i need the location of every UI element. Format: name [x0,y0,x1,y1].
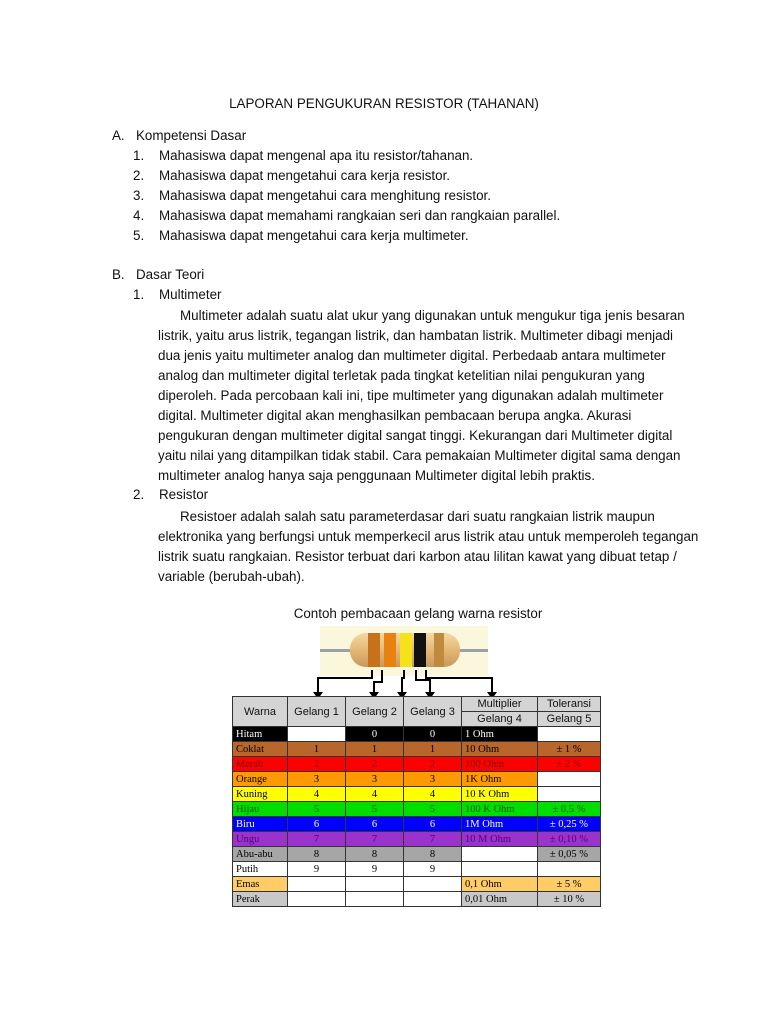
paragraph-line: elektronika yang berfungsi untuk memperkecil arus listrik atau untuk memperoleh tegangan [158,529,699,544]
paragraph-line: variable (berubah-ubah). [158,569,305,584]
header-gelang-4: Gelang 4 [462,712,538,727]
gelang-2-cell: 3 [346,772,404,787]
list-number: 1. [133,287,145,302]
color-name-cell: Abu-abu [233,847,288,862]
multiplier-cell: 10 K Ohm [462,787,538,802]
color-name-cell: Coklat [233,742,288,757]
gelang-3-cell: 0 [404,727,462,742]
list-text: Mahasiswa dapat mengenal apa itu resistor/tahanan. [159,148,474,163]
paragraph-line: Resistoer adalah salah satu parameterdasar dari suatu rangkaian listrik maupun [180,509,655,524]
table-row [233,727,601,742]
multiplier-cell: 10 M Ohm [462,832,538,847]
list-number: 2. [133,168,145,183]
gelang-3-cell [404,877,462,892]
multiplier-cell: 1M Ohm [462,817,538,832]
gelang-2-cell: 9 [346,862,404,877]
table-row [233,817,601,832]
color-name-cell: Emas [233,877,288,892]
header-multiplier: Multiplier [462,697,538,712]
color-band-4 [414,633,426,667]
gelang-2-cell: 1 [346,742,404,757]
paragraph-line: pengukuran dengan multimeter digital sangat tinggi. Kekurangan dari Multimeter digital [158,428,673,443]
gelang-3-cell: 4 [404,787,462,802]
resistor-color-code-table [232,696,601,907]
list-number: 4. [133,208,145,223]
header-gelang-1: Gelang 1 [288,697,346,727]
list-number: 3. [133,188,145,203]
figure-caption: Contoh pembacaan gelang warna resistor [293,606,543,621]
table-row [233,832,601,847]
section-a-title: Kompetensi Dasar [136,128,247,143]
gelang-3-cell: 5 [404,802,462,817]
list-number: 2. [133,487,145,502]
gelang-3-cell: 1 [404,742,462,757]
paragraph-line: digital. Multimeter digital akan menghasilkan pembacaan berupa angka. Akurasi [158,408,632,423]
paragraph-line: listrik suatu rangkaian. Resistor terbuat dari karbon atau lilitan kawat yang dibuat tetap / [158,549,677,564]
gelang-1-cell [288,727,346,742]
gelang-2-cell: 0 [346,727,404,742]
multiplier-cell: 0,1 Ohm [462,877,538,892]
gelang-2-cell: 7 [346,832,404,847]
resistor-lead-right [458,649,488,652]
table-row [233,787,601,802]
color-name-cell: Biru [233,817,288,832]
gelang-1-cell: 6 [288,817,346,832]
table-row [233,847,601,862]
color-name-cell: Hitam [233,727,288,742]
color-name-cell: Kuning [233,787,288,802]
toleransi-cell: ± 0,25 % [538,817,601,832]
multiplier-cell [462,847,538,862]
section-b-label: B. [112,267,125,282]
multiplier-cell: 100 Ohm [462,757,538,772]
toleransi-cell [538,862,601,877]
list-number: 5. [133,228,145,243]
multiplier-cell: 1 Ohm [462,727,538,742]
document-title: LAPORAN PENGUKURAN RESISTOR (TAHANAN) [229,96,539,111]
gelang-3-cell: 8 [404,847,462,862]
toleransi-cell: ± 10 % [538,892,601,907]
table-row [233,757,601,772]
toleransi-cell [538,727,601,742]
gelang-3-cell: 7 [404,832,462,847]
toleransi-cell: ± 0,05 % [538,847,601,862]
toleransi-cell: ± 2 % [538,757,601,772]
gelang-2-cell [346,877,404,892]
multiplier-cell: 1K Ohm [462,772,538,787]
paragraph-line: multimeter analog hanya saja penggunaan Multimeter digital lebih praktis. [158,468,595,483]
list-text: Mahasiswa dapat mengetahui cara kerja resistor. [159,168,451,183]
multiplier-cell [462,862,538,877]
multiplier-cell: 100 K Ohm [462,802,538,817]
gelang-2-cell [346,892,404,907]
gelang-3-cell: 6 [404,817,462,832]
gelang-2-cell: 8 [346,847,404,862]
toleransi-cell: ± 1 % [538,742,601,757]
paragraph-line: diperoleh. Pada percobaan kali ini, tipe multimeter yang digunakan adalah multimeter [158,388,664,403]
gelang-1-cell: 3 [288,772,346,787]
toleransi-cell: ± 0,5 % [538,802,601,817]
color-band-2 [384,633,396,667]
subsection-title: Resistor [159,487,209,502]
color-name-cell: Hijau [233,802,288,817]
color-name-cell: Perak [233,892,288,907]
gelang-1-cell: 4 [288,787,346,802]
paragraph-line: listrik, yaitu arus listrik, tegangan listrik, dan hambatan listrik. Multimeter dibagi menjadi [158,328,674,343]
paragraph-line: Multimeter adalah suatu alat ukur yang digunakan untuk mengukur tiga jenis besaran [180,308,685,323]
header-warna: Warna [233,697,288,727]
list-number: 1. [133,148,145,163]
table-row [233,802,601,817]
multiplier-cell: 10 Ohm [462,742,538,757]
subsection-title: Multimeter [159,287,222,302]
gelang-1-cell: 1 [288,742,346,757]
list-text: Mahasiswa dapat memahami rangkaian seri dan rangkaian parallel. [159,208,561,223]
header-gelang-3: Gelang 3 [404,697,462,727]
list-text: Mahasiswa dapat mengetahui cara menghitung resistor. [159,188,491,203]
multimeter-paragraph [158,306,685,486]
paragraph-line: dua jenis yaitu multimeter analog dan multimeter digital. Perbedaab antara multimeter [158,348,666,363]
multiplier-cell: 0,01 Ohm [462,892,538,907]
section-b-title: Dasar Teori [136,267,205,282]
gelang-2-cell: 5 [346,802,404,817]
header-gelang-5: Gelang 5 [538,712,601,727]
color-name-cell: Putih [233,862,288,877]
toleransi-cell: ± 5 % [538,877,601,892]
gelang-1-cell [288,877,346,892]
table-body [233,727,601,907]
header-toleransi: Toleransi [538,697,601,712]
section-a-label: A. [112,128,125,143]
gelang-3-cell: 2 [404,757,462,772]
resistor-paragraph [158,507,699,587]
gelang-2-cell: 4 [346,787,404,802]
gelang-2-cell: 2 [346,757,404,772]
gelang-3-cell: 9 [404,862,462,877]
gelang-1-cell: 9 [288,862,346,877]
table-row [233,772,601,787]
list-text: Mahasiswa dapat mengetahui cara kerja multimeter. [159,228,469,243]
table-row [233,862,601,877]
resistor-lead-left [320,649,352,652]
gelang-2-cell: 6 [346,817,404,832]
table-row [233,742,601,757]
color-name-cell: Merah [233,757,288,772]
gelang-1-cell [288,892,346,907]
gelang-1-cell: 5 [288,802,346,817]
toleransi-cell: ± 0,10 % [538,832,601,847]
resistor-image [320,626,488,676]
gelang-1-cell: 7 [288,832,346,847]
gelang-1-cell: 2 [288,757,346,772]
paragraph-line: analog dan multimeter digital terletak pada tingkat ketelitian nilai pengukuran yang [158,368,645,383]
paragraph-line: yaitu nilai yang ditampilkan tidak stabil. Cara pemakaian Multimeter digital sama dengan [158,448,681,463]
color-name-cell: Ungu [233,832,288,847]
toleransi-cell [538,772,601,787]
toleransi-cell [538,787,601,802]
table-row [233,892,601,907]
gelang-1-cell: 8 [288,847,346,862]
table-row [233,877,601,892]
color-band-1 [368,633,380,667]
gelang-3-cell: 3 [404,772,462,787]
gelang-3-cell [404,892,462,907]
header-gelang-2: Gelang 2 [346,697,404,727]
color-band-5 [434,633,444,667]
color-band-3 [400,633,412,667]
color-name-cell: Orange [233,772,288,787]
